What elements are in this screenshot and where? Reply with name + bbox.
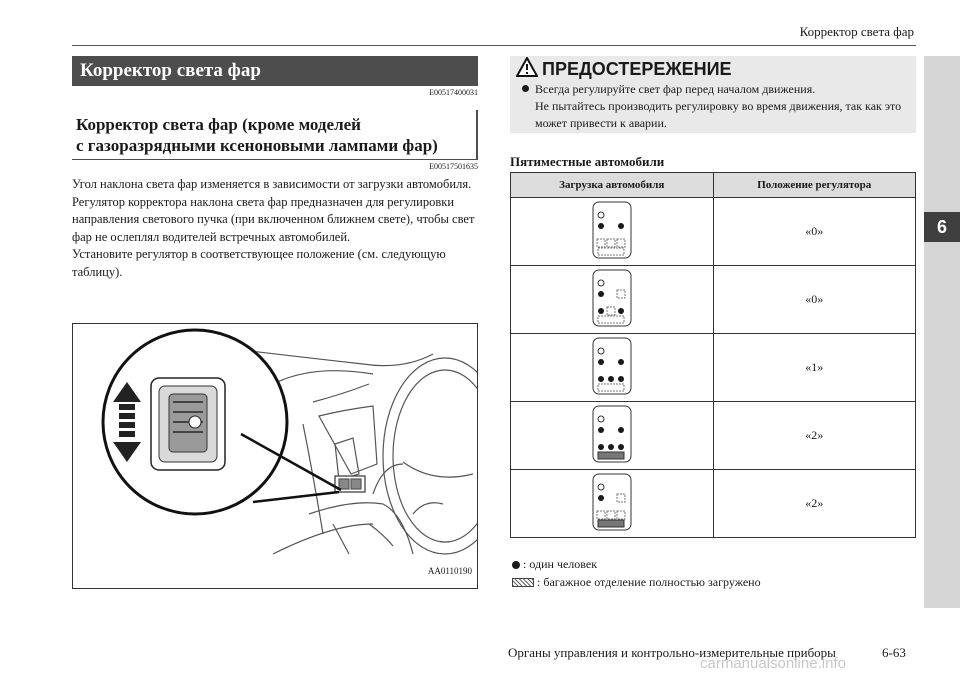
- table-row: [511, 402, 916, 470]
- warning-line-1: Всегда регулируйте свет фар перед началом движения.: [535, 82, 816, 96]
- body-paragraph-2: Регулятор корректора наклона света фар предназначен для регулировки направления светового пучка (при включенном ближнем свете), чтобы свет фар не ослеплял водителей встречных автомобилей.: [72, 194, 475, 244]
- footer-chapter-title: Органы управления и контрольно-измерительные приборы: [508, 645, 836, 660]
- page-number: 6-63: [882, 645, 906, 660]
- watermark: carmanualsonline.info: [700, 655, 846, 672]
- illustration-code: AA0110190: [427, 566, 472, 576]
- occupant-dot: [598, 359, 604, 365]
- warning-title: [516, 58, 732, 80]
- adjuster-position-value: «2»: [713, 470, 916, 538]
- occupant-dot: [618, 223, 624, 229]
- vehicle-load-cell: [511, 334, 714, 402]
- table-header-position: Положение регулятора: [713, 173, 916, 198]
- warning-title-text: ПРЕДОСТЕРЕЖЕНИЕ: [542, 58, 732, 79]
- table-header-row: [511, 173, 916, 198]
- legend-person-text: : один человек: [523, 557, 598, 571]
- dashboard-illustration: [72, 323, 478, 589]
- table-title: Пятиместные автомобили: [510, 154, 665, 169]
- body-text: [72, 176, 478, 281]
- warning-triangle-icon: [516, 57, 538, 82]
- header-rule: [72, 45, 916, 46]
- occupant-dot: [608, 376, 614, 382]
- cargo-area: [598, 520, 624, 527]
- adjuster-position-table: [510, 172, 916, 538]
- header-title: Корректор света фар: [799, 24, 914, 39]
- legend-cargo: [512, 575, 761, 590]
- occupant-dot: [618, 444, 624, 450]
- adjuster-position-value: «1»: [713, 334, 916, 402]
- adjuster-position-value: «0»: [713, 198, 916, 266]
- chapter-tab[interactable]: 6: [924, 212, 960, 242]
- subsection-code: E00517501635: [429, 162, 478, 171]
- occupant-dot: [598, 444, 604, 450]
- occupant-dot: [598, 495, 604, 501]
- occupant-dot: [618, 359, 624, 365]
- warning-text: [522, 81, 910, 132]
- occupant-dot: [618, 308, 624, 314]
- car-seating-diagram-icon: [592, 405, 632, 463]
- vehicle-load-cell: [511, 266, 714, 334]
- subsection-title-line1: Корректор света фар (кроме моделей: [76, 115, 361, 134]
- cargo-hatch-icon: [512, 578, 534, 587]
- car-seating-diagram-icon: [592, 473, 632, 531]
- person-dot-icon: [512, 561, 520, 569]
- table-header-load: Загрузка автомобиля: [511, 173, 714, 198]
- body-paragraph-1: Угол наклона света фар изменяется в зависимости от загрузки автомобиля.: [72, 177, 472, 191]
- occupant-dot: [598, 427, 604, 433]
- vehicle-load-cell: [511, 470, 714, 538]
- subsection-title: [72, 110, 478, 160]
- occupant-dot: [598, 376, 604, 382]
- occupant-dot: [598, 223, 604, 229]
- occupant-dot: [598, 291, 604, 297]
- cargo-area: [598, 452, 624, 459]
- car-seating-diagram-icon: [592, 269, 632, 327]
- car-seating-diagram-icon: [592, 201, 632, 259]
- legend-cargo-text: : багажное отделение полностью загружено: [537, 575, 761, 589]
- table-row: [511, 470, 916, 538]
- adjuster-position-value: «2»: [713, 402, 916, 470]
- occupant-dot: [618, 376, 624, 382]
- occupant-dot: [618, 427, 624, 433]
- table-row: [511, 334, 916, 402]
- occupant-dot: [598, 308, 604, 314]
- vehicle-load-cell: [511, 198, 714, 266]
- occupant-dot: [608, 444, 614, 450]
- section-title: Корректор света фар: [72, 56, 478, 86]
- legend-person: [512, 557, 597, 572]
- car-seating-diagram-icon: [592, 337, 632, 395]
- vehicle-load-cell: [511, 402, 714, 470]
- bullet-icon: [522, 85, 529, 92]
- subsection-title-line2: с газоразрядными ксеноновыми лампами фар): [76, 136, 438, 155]
- side-strip: [924, 56, 960, 608]
- body-paragraph-3: Установите регулятор в соответствующее положение (см. следующую таблицу).: [72, 247, 446, 279]
- warning-line-2: Не пытайтесь производить регулировку во время движения, так как это может привести к аварии.: [535, 99, 902, 130]
- table-row: [511, 198, 916, 266]
- table-row: [511, 266, 916, 334]
- section-code: E00517400031: [429, 88, 478, 97]
- adjuster-position-value: «0»: [713, 266, 916, 334]
- dashboard-drawing: [73, 324, 477, 588]
